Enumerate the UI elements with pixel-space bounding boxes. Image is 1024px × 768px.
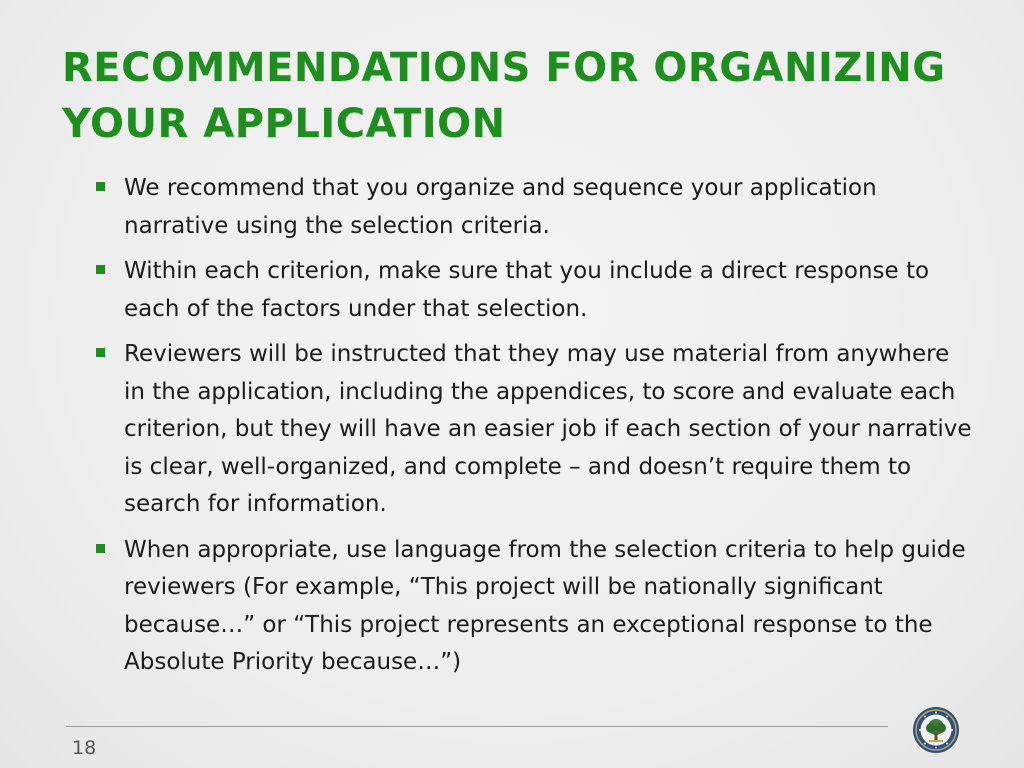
title-line-2: YOUR APPLICATION bbox=[62, 101, 506, 147]
bullet-text: Reviewers will be instructed that they may use material from anywhere in the application, including the appendices, to score and evaluate each criterion, but they will have an easier job if each section of your narrative is clear, well-organized, and complete – and doesn’t require them to search for information. bbox=[124, 341, 972, 517]
bullet-item bbox=[96, 532, 976, 682]
slide-title bbox=[62, 40, 982, 152]
bullet-list bbox=[96, 170, 976, 690]
square-bullet-icon bbox=[96, 348, 105, 357]
bullet-item bbox=[96, 253, 976, 328]
square-bullet-icon bbox=[96, 182, 105, 191]
square-bullet-icon bbox=[96, 544, 105, 553]
bullet-item bbox=[96, 336, 976, 524]
title-line-1: RECOMMENDATIONS FOR ORGANIZING bbox=[62, 45, 946, 91]
footer-divider bbox=[66, 726, 888, 727]
bullet-text: Within each criterion, make sure that you include a direct response to each of the factors under that selection. bbox=[124, 258, 930, 322]
square-bullet-icon bbox=[96, 265, 105, 274]
bullet-text: When appropriate, use language from the selection criteria to help guide reviewers (For example, “This project will be nationally significant because…” or “This project represents an exceptional response to the Absolute Priority because…”) bbox=[124, 536, 966, 675]
page-number: 18 bbox=[72, 737, 97, 759]
bullet-item bbox=[96, 170, 976, 245]
bullet-text: We recommend that you organize and sequence your application narrative using the selection criteria. bbox=[124, 175, 877, 239]
department-of-education-seal-icon bbox=[912, 706, 960, 754]
